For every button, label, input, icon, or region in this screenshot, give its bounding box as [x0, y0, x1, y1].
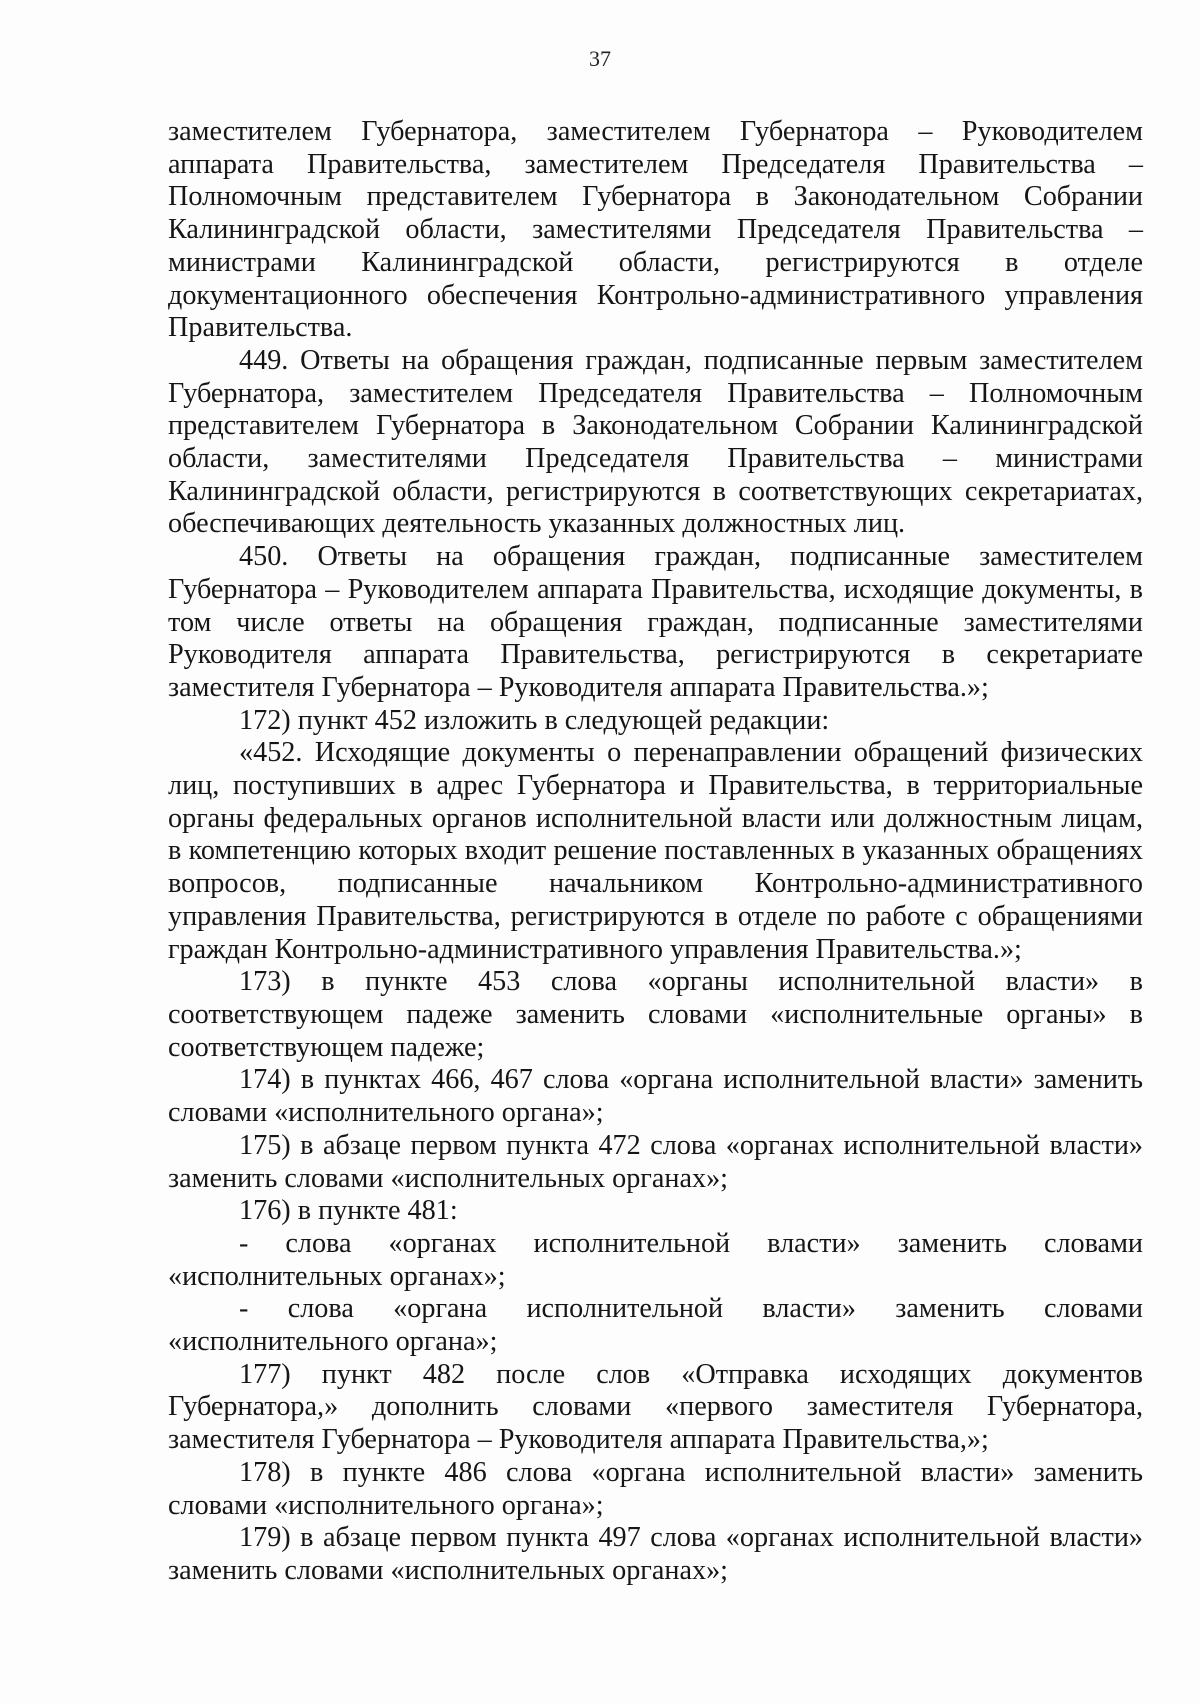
paragraph-173: 173) в пункте 453 слова «органы исполнительной власти» в соответствующем падеже заменить словами «исполнительные органы» в соответствующем падеже; — [168, 966, 1143, 1063]
paragraph-452: «452. Исходящие документы о перенаправлении обращений физических лиц, поступивших в адрес Губернатора и Правительства, в территориальные органы федеральных органов исполнительной власти или должностным лицам, в компетенцию которых входит решение поставленных в указанных обращениях вопросов, подписанные начальником Контрольно-административного управления Правительства, регистрируются в отделе по работе с обращениями граждан Контрольно-административного управления Правительства.»; — [168, 737, 1143, 965]
paragraph-449: 449. Ответы на обращения граждан, подписанные первым заместителем Губернатора, заместителем Председателя Правительства – Полномочным представителем Губернатора в Законодательном Собрании Калининградской области, заместителями Председателя Правительства – министрами Калининградской области, регистрируются в соответствующих секретариатах, обеспечивающих деятельность указанных должностных лиц. — [168, 344, 1143, 540]
document-body — [168, 116, 1143, 1588]
paragraph-176: 176) в пункте 481: — [239, 1195, 458, 1227]
paragraph-179: 179) в абзаце первом пункта 497 слова «органах исполнительной власти» заменить словами «исполнительных органах»; — [168, 1522, 1143, 1586]
paragraph-174: 174) в пунктах 466, 467 слова «органа исполнительной власти» заменить словами «исполнительного органа»; — [168, 1064, 1143, 1129]
paragraph-178: 178) в пункте 486 слова «органа исполнительной власти» заменить словами «исполнительного органа»; — [168, 1456, 1143, 1521]
paragraph-continuation: заместителем Губернатора, заместителем Губернатора – Руководителем аппарата Правительства, заместителем Председателя Правительства – Полномочным представителем Губернатора в Законодательном Собрании Калининградской области, заместителями Председателя Правительства – министрами Калининградской области, регистрируются в отделе документационного обеспечения Контрольно-административного управления Правительства. — [168, 116, 1143, 344]
page-number: 37 — [589, 46, 611, 71]
paragraph-175: 175) в абзаце первом пункта 472 слова «органах исполнительной власти» заменить словами «исполнительных органах»; — [168, 1129, 1143, 1194]
paragraph-176-item-2: - слова «органа исполнительной власти» заменить словами «исполнительного органа»; — [168, 1293, 1143, 1358]
paragraph-450: 450. Ответы на обращения граждан, подписанные заместителем Губернатора – Руководителем аппарата Правительства, исходящие документы, в том числе ответы на обращения граждан, подписанные заместителями Руководителя аппарата Правительства, регистрируются в секретариате заместителя Губернатора – Руководителя аппарата Правительства.»; — [168, 541, 1143, 703]
paragraph-176-item-1: - слова «органах исполнительной власти» заменить словами «исполнительных органах»; — [168, 1227, 1143, 1292]
paragraph-177: 177) пункт 482 после слов «Отправка исходящих документов Губернатора,» дополнить словами «первого заместителя Губернатора, заместителя Губернатора – Руководителя аппарата Правительства,»; — [168, 1358, 1143, 1456]
paragraph-172: 172) пункт 452 изложить в следующей редакции: — [239, 704, 830, 736]
